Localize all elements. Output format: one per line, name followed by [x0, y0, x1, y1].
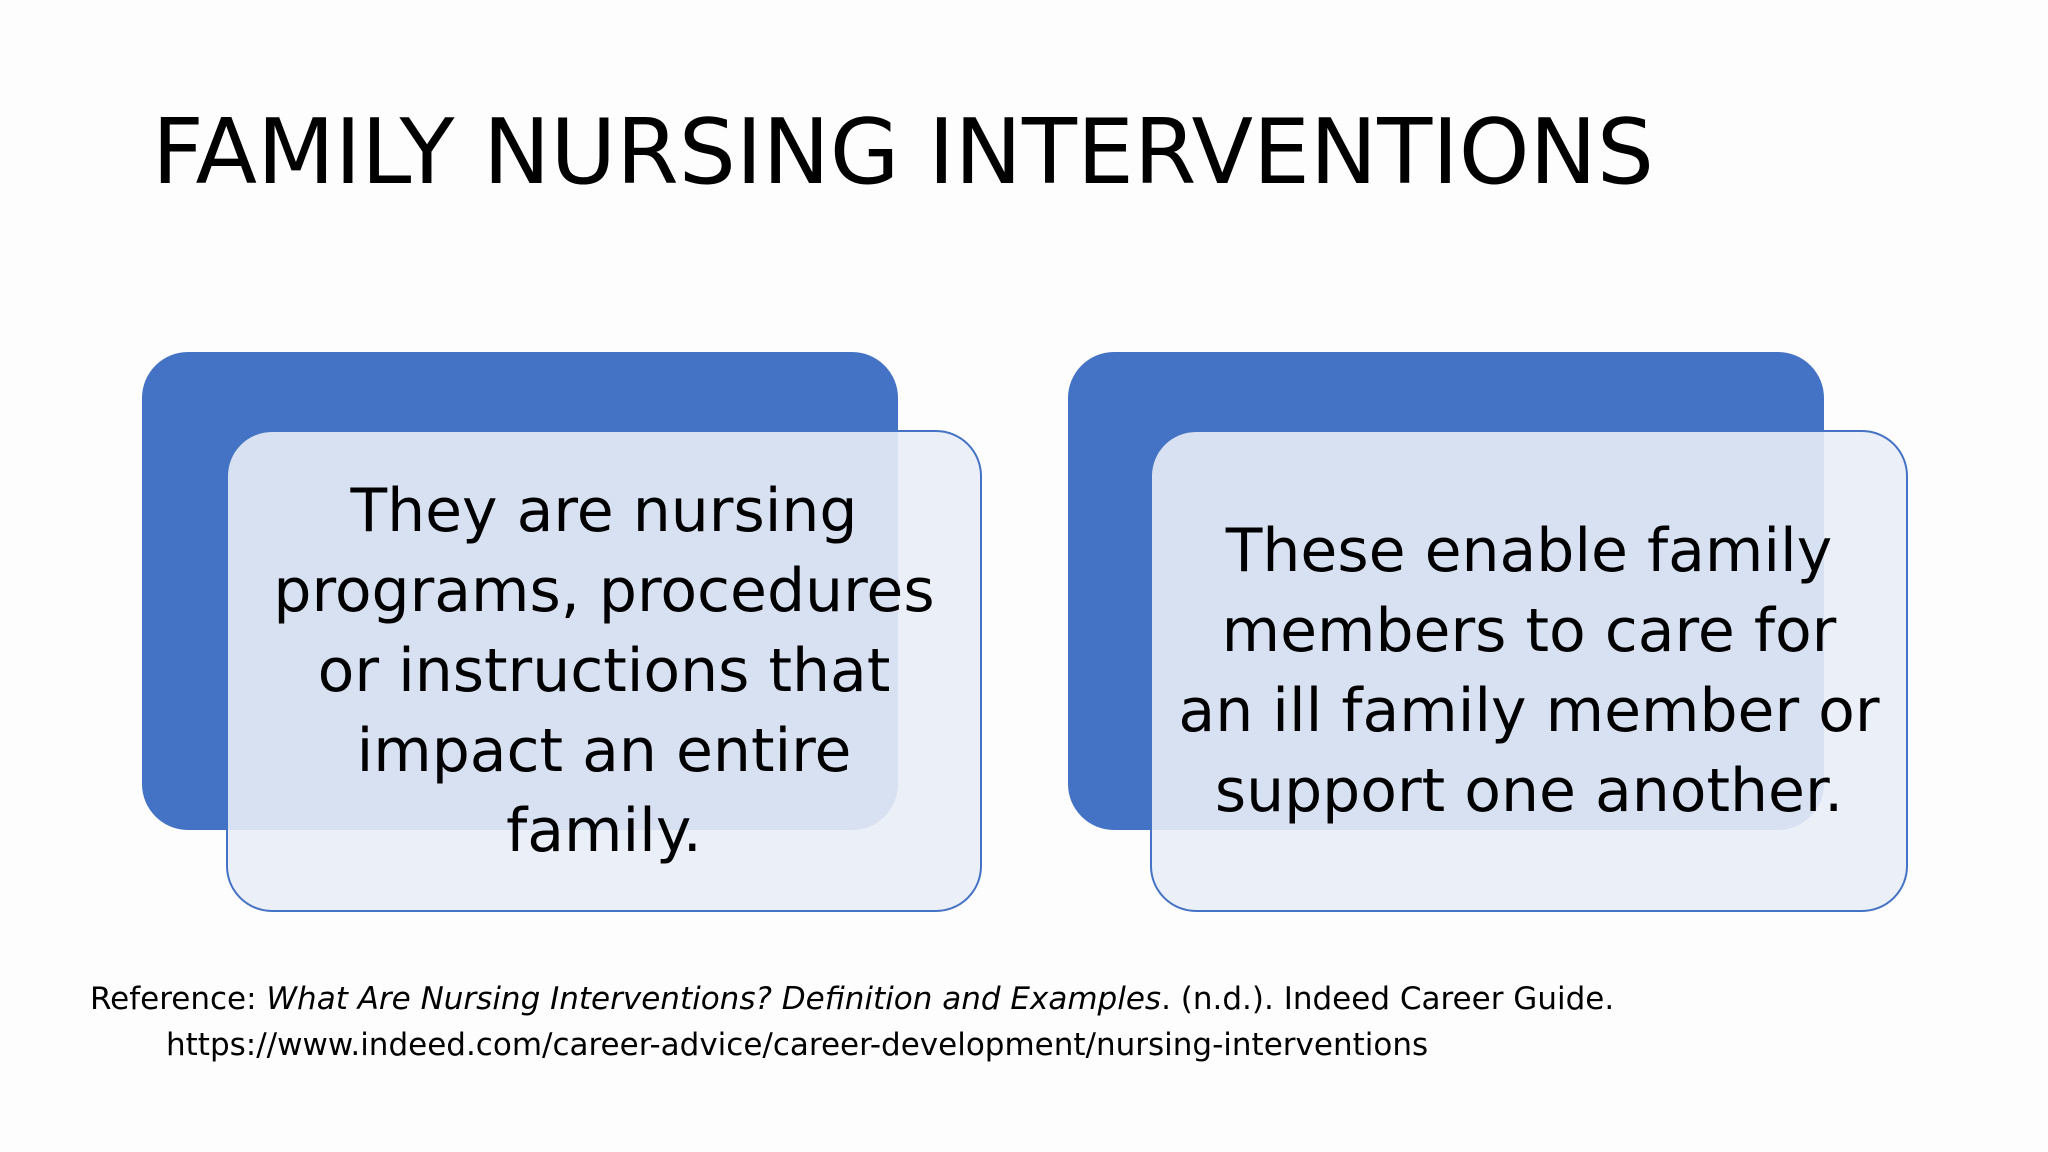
reference-details: . (n.d.). Indeed Career Guide. [1161, 981, 1615, 1017]
reference-label: Reference: [90, 981, 267, 1017]
left-text-box [226, 430, 982, 912]
reference-citation [90, 976, 1614, 1068]
left-box-text: They are nursing programs, procedures or instructions that impact an entire family. [273, 476, 935, 866]
reference-url[interactable]: https://www.indeed.com/career-advice/career-development/nursing-interventions [166, 1027, 1429, 1063]
reference-source-title: What Are Nursing Interventions? Definition and Examples [266, 981, 1162, 1017]
right-text-box [1150, 430, 1908, 912]
right-box-text: These enable family members to care for an ill family member or support one another. [1178, 516, 1880, 826]
slide-title: FAMILY NURSING INTERVENTIONS [152, 100, 1655, 205]
